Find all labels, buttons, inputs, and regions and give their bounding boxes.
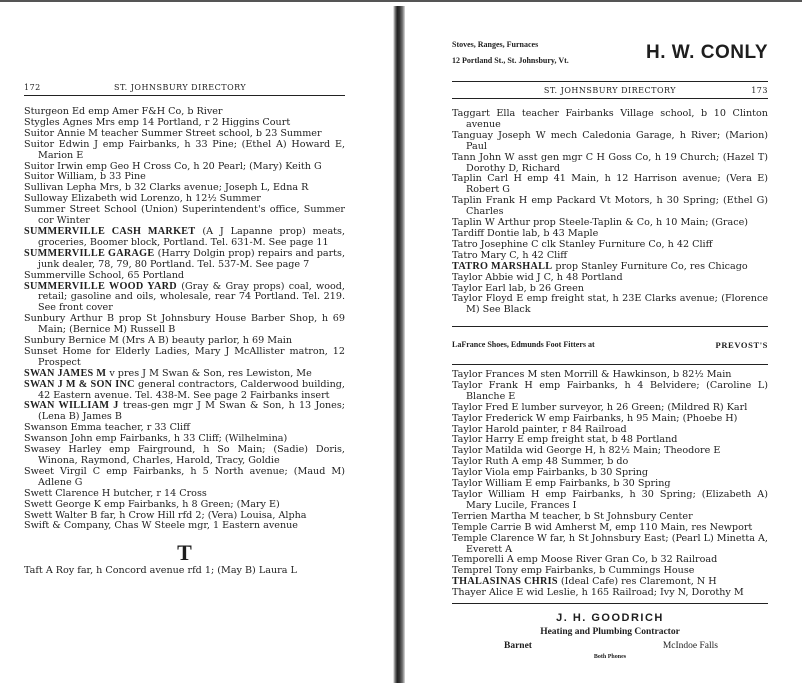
directory-entry (24, 249, 345, 271)
goodrich-advertisement (452, 611, 768, 661)
entry-details: h 42 Cliff (519, 249, 568, 261)
entry-name: THALASINAS CHRIS (452, 576, 558, 588)
entry-name: Taylor Frances M (452, 369, 538, 380)
entry-name: SWAN JAMES M (24, 367, 107, 379)
entry-name: Swasey Harley (24, 444, 102, 456)
entry-name: Taylor Abbie (452, 271, 514, 283)
entry-name: Tardiff Dontie (452, 227, 520, 239)
directory-entry (24, 205, 345, 227)
mid-ad-rule-bottom (452, 364, 768, 365)
entry-name: Terrien Martha M (452, 510, 540, 522)
ad-town-mcindoe: McIndoe Falls (662, 641, 718, 651)
entry-details: wid J C, h 48 Portland (513, 271, 623, 283)
entry-details: 65 Portland (124, 269, 185, 281)
entry-name: Taylor William H (452, 488, 540, 500)
entry-name: Taylor Viola (452, 467, 510, 479)
ad-line-address: 12 Portland St., St. Johnsbury, Vt. (452, 56, 569, 65)
mid-ad-brand: PREVOST'S (715, 340, 768, 350)
entry-name: Sullivan Lepha (24, 182, 97, 194)
entry-details: emp Fairbanks, h 5 North avenue; (Maud M) Adlene G (38, 465, 345, 488)
section-letter-heading: T (177, 540, 192, 566)
entry-name: SWAN WILLIAM J (24, 400, 119, 412)
right-header-rule-bottom (452, 98, 768, 99)
entry-details: butcher, r 14 Cross (110, 487, 207, 499)
entry-details: lab, b 43 Maple (519, 227, 599, 239)
entry-details: Mrs emp 14 Portland, r 2 Higgins Court (92, 116, 291, 128)
right-running-title: ST. JOHNSBURY DIRECTORY (543, 86, 677, 95)
entry-details: emp Fairbanks, b 30 Spring (509, 467, 649, 479)
mid-ad-rule-top (452, 326, 768, 327)
entry-name: Suitor Annie M (24, 127, 98, 139)
entry-details: wid Lorenzo, h 12½ Summer (116, 193, 261, 205)
entry-name: Summerville School, (24, 269, 125, 281)
entry-name: Swett Walter B (24, 509, 98, 521)
entry-name: Tatro Mary C, (452, 249, 520, 261)
entry-name: Suitor Edwin J (24, 138, 99, 150)
entry-details: treas-gen mgr J M Swan & Son, h 13 Jones; (Lena B) James B (38, 400, 346, 423)
entry-name: Sweet Virgil C (24, 465, 101, 477)
left-running-title: ST. JOHNSBURY DIRECTORY (114, 83, 247, 92)
directory-entry (24, 314, 345, 336)
entry-name: Taylor Ruth A (452, 456, 519, 468)
entry-name: Sulloway Elizabeth (24, 193, 117, 205)
entry-name: Swift & Company, (24, 520, 112, 532)
entry-name: Suitor Irwin (24, 160, 83, 172)
entry-details: b 33 Pine (96, 171, 146, 183)
entry-details: (A J Lapanne prop) meats, groceries, Boomer block, Portland. Tel. 631-M. See page 11 (38, 225, 345, 248)
entry-name: Taylor Fred E (452, 401, 519, 413)
directory-entry (24, 140, 345, 162)
entry-name: Swett George K (24, 498, 101, 510)
ad-goodrich-name: J. H. GOODRICH (556, 612, 664, 624)
entry-name: Taplin W Arthur (452, 217, 531, 229)
entry-details: emp freight stat, b 48 Portland (524, 434, 678, 446)
entry-details: emp Fairbanks, h 8 Green; (Mary E) (100, 498, 280, 510)
entry-details: emp Fairbanks, b 30 Spring (532, 478, 671, 490)
directory-entry (24, 282, 345, 315)
entry-details: painter, r 84 Railroad (518, 423, 627, 435)
entry-name: Suitor William, (24, 171, 97, 183)
directory-entry (452, 153, 768, 175)
entry-name: Taylor Frederick W (452, 412, 546, 424)
right-running-head (452, 86, 768, 95)
entry-details: asst gen mgr C H Goss Co, h 19 Church; (Hazel T) Dorothy D, Richard (466, 151, 768, 174)
entry-details: prop Steele-Taplin & Co, h 10 Main; (Grace) (530, 217, 749, 229)
entry-name: Thayer Alice E (452, 587, 524, 599)
entry-details: prop St Johnsbury House Barber Shop, h 69 Main; (Bernice M) Russell B (38, 313, 345, 336)
right-entries-top (452, 109, 768, 316)
entry-details: emp freight stat, h 23E Clarks avenue; (Florence M) See Black (466, 293, 769, 316)
entry-name: Temprel Tony (452, 565, 518, 577)
directory-entry (24, 227, 345, 249)
prevost-advertisement (452, 340, 768, 350)
entry-details: prop Stanley Furniture Co, res Chicago (552, 260, 748, 272)
entry-name: TATRO MARSHALL (452, 260, 553, 272)
entry-details: emp Geo H Cross Co, h 20 Pearl; (Mary) Keith G (82, 160, 322, 172)
entry-name: Stygles Agnes (24, 116, 93, 128)
entry-details: emp 48 Summer, b do (518, 456, 629, 468)
entry-details: teacher, r 33 Cliff (101, 422, 190, 434)
left-page-number: 172 (24, 83, 41, 92)
entry-name: SWAN J M & SON INC (24, 378, 135, 390)
directory-entry (452, 174, 768, 196)
right-header-rule-top (452, 81, 768, 82)
entry-details: lab, b 26 Green (505, 282, 584, 294)
directory-entry (24, 401, 345, 423)
ad-goodrich-towns (452, 639, 768, 653)
left-header-rule (24, 95, 345, 96)
directory-entry (452, 381, 768, 403)
entry-details: (Harry Dolgin prop) repairs and parts, junk dealer, 78, 79, 80 Portland. Tel. 537-M. See page 7 (38, 247, 345, 270)
right-entries-bottom (452, 370, 768, 599)
entry-details: emp Fairbanks, h 33 Pine; (Ethel A) Howard E, Marion E (38, 138, 345, 161)
directory-entry (452, 196, 768, 218)
book-spine-gutter (393, 6, 405, 683)
entry-name: Temporelli A (452, 554, 514, 566)
entry-name: Taplin Carl H (452, 173, 522, 185)
entry-name: Sturgeon Ed (24, 106, 86, 117)
entry-name: Swanson Emma (24, 422, 102, 434)
entry-name: Temple Clarence W (452, 532, 547, 544)
directory-entry (24, 347, 345, 369)
entry-details: emp Fairbanks, h 4 Belvidere; (Caroline L) Blanche E (466, 379, 768, 402)
entry-details: emp Fairbanks, h 95 Main; (Phoebe H) (545, 412, 738, 424)
directory-entry (452, 131, 768, 153)
entry-details: clk Stanley Furniture Co, h 42 Cliff (538, 238, 713, 250)
entry-details: wid Amherst M, emp 110 Main, res Newport (531, 521, 753, 533)
bottom-ad-rule (452, 603, 768, 604)
entry-details: (Gray & Gray props) coal, wood, retail; gasoline and oils, wholesale, rear 74 Portland. Tel. 219. See front cover (38, 280, 345, 314)
directory-entry (24, 380, 345, 402)
entry-name: Taggart Ella (452, 108, 516, 119)
entry-details: (Mrs A B) beauty parlor, h 69 Main (118, 335, 293, 347)
directory-entry (24, 521, 345, 532)
entry-name: SUMMERVILLE WOOD YARD (24, 280, 177, 292)
entry-details: (Union) Superintendent's office, Summer cor Winter (38, 204, 345, 227)
entry-name: Summer Street School (24, 204, 137, 216)
entry-name: Temple Carrie B (452, 521, 532, 533)
entry-details: emp Amer F&H Co, b River (85, 106, 223, 117)
entry-name: Sunset Home for Elderly Ladies, (24, 345, 190, 357)
directory-entry (452, 109, 768, 131)
entry-details: (Ideal Cafe) res Claremont, N H (557, 576, 717, 588)
entry-name: Taylor Earl (452, 282, 506, 294)
entry-details: teacher Summer Street school, b 23 Summer (98, 127, 322, 139)
left-entries (24, 107, 345, 577)
entry-details: emp Packard Vt Motors, h 30 Spring; (Ethel G) Charles (466, 195, 768, 218)
entry-name: Taylor Frank H (452, 379, 533, 391)
ad-brand-conly: H. W. CONLY (646, 42, 768, 63)
entry-details: Chas W Steele mgr, 1 Eastern avenue (111, 520, 298, 532)
directory-entry (452, 490, 768, 512)
entry-details: emp Moose River Gran Co, b 32 Railroad (513, 554, 718, 566)
entry-details: far, h St Johnsbury East; (Pearl L) Minetta A, Everett A (466, 532, 768, 555)
entry-details: teacher, b St Johnsbury Center (539, 510, 693, 522)
entry-details: far, h Concord avenue rfd 1; (May B) Laura L (74, 565, 297, 577)
entry-name: SUMMERVILLE CASH MARKET (24, 225, 196, 237)
left-running-head (24, 83, 345, 92)
entry-name: Taylor Harry E (452, 434, 525, 446)
entry-name: Sunbury Bernice M (24, 335, 119, 347)
entry-name: Taylor Matilda (452, 445, 523, 457)
ad-line-stoves: Stoves, Ranges, Furnaces (452, 40, 539, 49)
entry-name: Taylor William E (452, 478, 533, 490)
entry-details: general contractors, Calderwood building, 42 Eastern avenue. Tel. 438-M. See page 2 Fairbanks insert (38, 378, 345, 401)
entry-name: Sunbury Arthur B (24, 313, 115, 325)
entry-details: Mary J McAllister matron, 12 Prospect (38, 345, 345, 368)
entry-name: Tatro Josephine C (452, 238, 539, 250)
entry-details: sten Morrill & Hawkinson, b 82½ Main (537, 369, 732, 380)
directory-entry (24, 445, 345, 467)
entry-details: wid Leslie, h 165 Railroad; Ivy N, Dorothy M (523, 587, 744, 599)
entry-name: Taylor Harold (452, 423, 519, 435)
directory-entry (452, 294, 768, 316)
directory-entry (24, 566, 345, 577)
entry-name: Swanson John (24, 433, 93, 445)
entry-details: emp 41 Main, h 12 Harrison avenue; (Vera E) Robert G (466, 173, 768, 196)
entry-details: mech Caledonia Garage, h River; (Marion) Paul (466, 129, 769, 152)
entry-details: emp Fairbanks, b Cummings House (517, 565, 695, 577)
entry-details: emp Fairbanks, h 30 Spring; (Elizabeth A) Mary Lucile, Frances I (466, 488, 768, 511)
entry-details: emp Fairground, h So Main; (Sadie) Doris, Winona, Raymond, Charles, Harold, Tracy, Goldie (38, 444, 345, 466)
conly-advertisement (452, 36, 768, 76)
entry-name: Tanguay Joseph W (452, 129, 546, 141)
entry-details: emp Fairbanks, h 33 Cliff; (Wilhelmina) (92, 433, 288, 445)
entry-name: Taplin Frank H (452, 195, 528, 207)
entry-details: lumber surveyor, h 26 Green; (Mildred R) Karl (518, 401, 748, 413)
ad-goodrich-subtitle: Heating and Plumbing Contractor (540, 627, 680, 637)
ad-town-barnet: Barnet (504, 641, 532, 651)
scan-top-border (0, 0, 802, 2)
entry-details: Mrs, b 32 Clarks avenue; Joseph L, Edna R (96, 182, 309, 194)
directory-entry (24, 467, 345, 489)
entry-details: teacher Fairbanks Village school, b 10 Clinton avenue (466, 108, 768, 130)
directory-entry (452, 534, 768, 556)
mid-ad-text: LaFrance Shoes, Edmunds Foot Fitters at (452, 340, 595, 349)
entry-name: Taylor Floyd E (452, 293, 524, 305)
ad-goodrich-phones: Both Phones (593, 654, 627, 660)
entry-details: wid George H, h 82½ Main; Theodore E (522, 445, 721, 457)
entry-name: Swett Clarence H (24, 487, 111, 499)
entry-name: Tann John W (452, 151, 515, 163)
entry-details: far, h Crow Hill rfd 2; (Vera) Louisa, Alpha (97, 509, 307, 521)
right-page-number: 173 (751, 86, 768, 95)
entry-details: v pres J M Swan & Son, res Lewiston, Me (106, 367, 312, 379)
entry-name: SUMMERVILLE GARAGE (24, 247, 155, 259)
directory-entry (452, 588, 768, 599)
entry-name: Taft A Roy (24, 565, 75, 577)
